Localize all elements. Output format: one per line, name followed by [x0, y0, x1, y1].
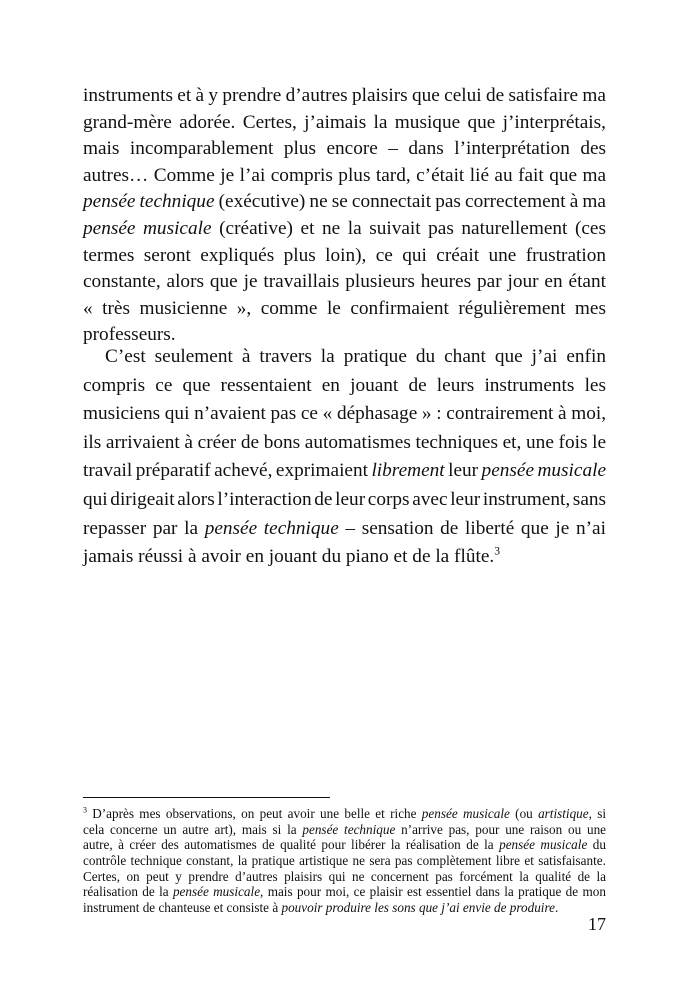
text-line — [83, 269, 606, 296]
text-line — [83, 853, 606, 869]
italic-term: pensée musicale — [481, 460, 607, 482]
text-line — [83, 457, 606, 486]
page-number: 17 — [588, 914, 606, 934]
text-line — [83, 869, 606, 885]
text-run: n’arrive pas, pour une raison ou une — [395, 821, 607, 837]
text-line — [83, 372, 606, 401]
paragraph-1 — [83, 83, 606, 349]
text-run: du — [587, 837, 606, 853]
italic-term: pensée technique — [302, 821, 396, 837]
text-run: , si — [588, 806, 607, 821]
text-run: Certes, on peut y prendre d’autres plaisirs qui ne concernent pas forcément la qualité de la — [83, 868, 607, 884]
text-run: mais incomparablement plus encore – dans l’interprétation des — [83, 138, 607, 160]
text-run: instruments et à y prendre d’autres plaisirs que celui de satisfaire ma — [83, 85, 606, 106]
italic-term: pensée musicale — [499, 837, 588, 853]
italic-term: pensée technique — [204, 517, 339, 539]
text-run: autres… Comme je l’ai compris plus tard, c’était lié au fait que ma — [83, 164, 607, 186]
footnote-separator — [83, 797, 330, 798]
text-run: leur — [444, 460, 482, 482]
text-run: travail préparatif achevé, exprimaient — [83, 460, 372, 482]
text-run: professeurs. — [83, 324, 176, 346]
text-run: réalisation de la — [83, 884, 173, 900]
text-run: cela concerne un autre art), mais si la — [83, 821, 303, 837]
text-run: C’est seulement à travers la pratique du chant que j’ai enfin — [105, 346, 606, 367]
text-line — [83, 515, 606, 544]
footnote-marker: 3 — [83, 805, 87, 815]
text-line — [83, 163, 606, 190]
italic-term: pensée musicale — [421, 806, 510, 821]
text-line — [83, 822, 606, 838]
text-run: constante, alors que je travaillais plusieurs heures par jour en étant — [83, 271, 606, 293]
text-line — [83, 136, 606, 163]
italic-term: pensée technique — [83, 191, 215, 213]
text-run: (créative) et ne la suivait pas naturellement (ces — [211, 217, 606, 239]
text-line — [83, 429, 606, 458]
italic-term: pouvoir produire les sons que j’ai envie de produire — [281, 900, 555, 916]
italic-term: librement — [371, 460, 445, 482]
paragraph-2 — [83, 343, 606, 572]
text-run: compris ce que ressentaient en jouant de leurs instruments les — [83, 374, 606, 396]
text-run: (exécutive) ne se connectait pas correctement à ma — [214, 191, 606, 213]
italic-term: pensée musicale, — [172, 884, 264, 900]
text-line — [83, 543, 606, 572]
text-line — [83, 243, 606, 270]
text-line — [83, 216, 606, 243]
text-run: (ou — [509, 806, 539, 821]
text-run: ils arrivaient à créer de bons automatismes techniques et, une fois le — [83, 431, 607, 453]
text-line — [83, 900, 606, 916]
text-line — [83, 83, 606, 110]
text-run: contrôle technique constant, la pratique artistique ne sera pas complètement libre et satisfaisante. — [83, 853, 606, 869]
text-run: – sensation de liberté que je n’ai — [338, 517, 606, 539]
text-line — [83, 343, 606, 372]
text-line — [83, 486, 606, 515]
text-line — [83, 296, 606, 323]
footnote-marker: 3 — [494, 544, 501, 558]
text-line — [83, 400, 606, 429]
text-run: termes seront expliqués plus loin), ce qui créait une frustration — [83, 244, 607, 266]
text-run: jamais réussi à avoir en jouant du piano et de la flûte. — [83, 546, 495, 568]
text-run: instrument de chanteuse et consiste à — [83, 900, 282, 916]
text-run: musiciens qui n’avaient pas ce « déphasage » : contrairement à moi, — [83, 403, 607, 425]
text-line — [83, 837, 606, 853]
text-run: D’après mes observations, on peut avoir une belle et riche — [86, 806, 422, 821]
text-run: autre, à créer des automatismes de qualité pour libérer la réalisation de la — [83, 837, 500, 853]
text-run: qui dirigeait alors l’interaction de leur corps avec leur instrument, sans — [83, 488, 607, 510]
text-line — [83, 806, 606, 822]
text-line — [83, 884, 606, 900]
text-line — [83, 110, 606, 137]
text-run: mais pour moi, ce plaisir est essentiel dans la pratique de mon — [263, 884, 606, 900]
text-run: repasser par la — [83, 517, 205, 539]
text-line — [83, 189, 606, 216]
italic-term: artistique — [538, 806, 589, 821]
text-run: . — [554, 900, 559, 916]
italic-term: pensée musicale — [83, 217, 212, 239]
footnote-3 — [83, 806, 606, 916]
text-run: grand-mère adorée. Certes, j’aimais la musique que j’interprétais, — [83, 111, 606, 133]
text-run: « très musicienne », comme le confirmaient régulièrement mes — [83, 297, 606, 319]
